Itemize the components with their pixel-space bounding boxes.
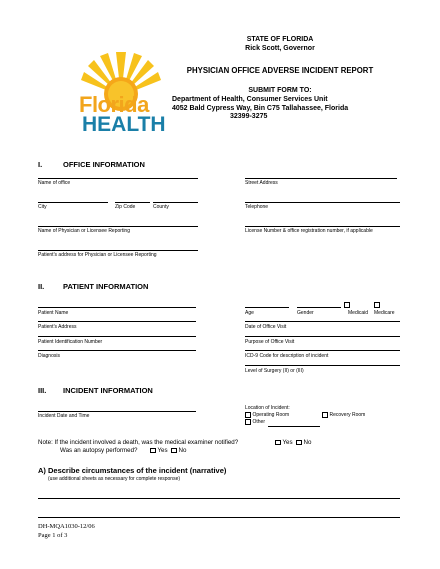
county-label: County [153, 204, 169, 210]
icd9-label: ICD-9 Code for description of incident [245, 353, 329, 359]
address-line: 4052 Bald Cypress Way, Bin C75 Tallahassee, Florida [172, 105, 349, 112]
physician-label: Name of Physician or Licensee Reporting [38, 228, 130, 234]
age-label: Age [245, 310, 254, 316]
location-label: Location of Incident: [245, 405, 290, 411]
other-label: Other [252, 419, 266, 426]
telephone-line[interactable] [245, 202, 400, 203]
section2-title: PATIENT INFORMATION [63, 282, 149, 291]
purpose-line[interactable] [245, 336, 400, 337]
patient-address-reporting-label: Patient's address for Physician or Licensee Reporting [38, 252, 157, 258]
street-address-label: Street Address [245, 180, 278, 186]
examiner-no-label: No [303, 439, 312, 446]
section1-title: OFFICE INFORMATION [63, 160, 145, 169]
incident-date-label: Incident Date and Time [38, 413, 90, 419]
narrative-line-2[interactable] [38, 517, 400, 518]
narrative-title: A) Describe circumstances of the incident (narrative) [38, 466, 227, 475]
other-option[interactable] [245, 419, 265, 425]
examiner-yes[interactable] [275, 439, 293, 446]
visit-date-line[interactable] [245, 321, 400, 322]
telephone-label: Telephone [245, 204, 269, 210]
license-line[interactable] [245, 226, 400, 227]
autopsy-no[interactable] [171, 447, 186, 454]
gender-label: Gender [297, 310, 314, 316]
operating-room-label: Operating Room [252, 412, 290, 419]
diagnosis-label: Diagnosis [38, 353, 60, 359]
examiner-question: Note: If the incident involved a death, was the medical examiner notified? [38, 439, 239, 446]
dept-line: Department of Health, Consumer Services Unit [172, 96, 328, 103]
medicaid-label: Medicaid [348, 310, 369, 316]
narrative-line-1[interactable] [38, 498, 400, 499]
gender-line[interactable] [297, 307, 341, 308]
recovery-room-option[interactable] [322, 412, 365, 418]
purpose-label: Purpose of Office Visit [245, 339, 295, 345]
patient-id-line[interactable] [38, 336, 196, 337]
logo-health-text: HEALTH [82, 113, 166, 136]
section3-number: III. [38, 386, 47, 395]
office-name-label: Name of office [38, 180, 71, 186]
autopsy-no-label: No [178, 447, 187, 454]
page-number: Page 1 of 3 [38, 532, 68, 539]
autopsy-no-checkbox[interactable] [171, 448, 177, 454]
diagnosis-line[interactable] [38, 350, 196, 351]
florida-health-logo [79, 50, 166, 138]
office-name-line[interactable] [38, 178, 198, 179]
other-checkbox[interactable] [245, 419, 251, 425]
license-label: License Number & office registration number, if applicable [245, 228, 373, 234]
medicare-label: Medicare [374, 310, 395, 316]
examiner-yes-label: Yes [282, 439, 293, 446]
county-line[interactable] [153, 202, 198, 203]
governor-line: Rick Scott, Governor [245, 45, 315, 52]
recovery-room-checkbox[interactable] [322, 412, 328, 418]
autopsy-yes-label: Yes [157, 447, 168, 454]
logo-florida-text: Florida [79, 92, 149, 117]
other-line[interactable] [268, 426, 320, 427]
section2-number: II. [38, 282, 45, 291]
submit-to: SUBMIT FORM TO: [248, 87, 312, 94]
patient-address-line[interactable] [38, 321, 196, 322]
medicare-checkbox[interactable] [374, 302, 380, 308]
medicaid-checkbox[interactable] [344, 302, 350, 308]
city-line[interactable] [38, 202, 108, 203]
surgery-level-line[interactable] [245, 365, 400, 366]
section3-title: INCIDENT INFORMATION [63, 386, 153, 395]
age-line[interactable] [245, 307, 289, 308]
city-label: City [38, 204, 47, 210]
autopsy-yes[interactable] [150, 447, 168, 454]
autopsy-yes-checkbox[interactable] [150, 448, 156, 454]
zip-label: Zip Code [115, 204, 136, 210]
patient-id-label: Patient Identification Number [38, 339, 103, 345]
incident-date-line[interactable] [38, 411, 196, 412]
zip-line-field[interactable] [115, 202, 150, 203]
examiner-no-checkbox[interactable] [296, 440, 302, 446]
form-title: PHYSICIAN OFFICE ADVERSE INCIDENT REPORT [186, 66, 374, 75]
physician-line[interactable] [38, 226, 198, 227]
street-address-line[interactable] [245, 178, 397, 179]
patient-address-reporting-line[interactable] [38, 250, 198, 251]
surgery-level-label: Level of Surgery (II) or (III) [245, 368, 304, 374]
examiner-yes-checkbox[interactable] [275, 440, 281, 446]
icd9-line[interactable] [245, 350, 400, 351]
narrative-subtitle: (use additional sheets as necessary for complete response) [48, 476, 181, 482]
autopsy-question: Was an autopsy performed? [60, 447, 138, 454]
patient-address-label: Patient's Address [38, 324, 77, 330]
patient-name-label: Patient Name [38, 310, 69, 316]
section1-number: I. [38, 160, 43, 169]
examiner-no[interactable] [296, 439, 311, 446]
visit-date-label: Date of Office Visit [245, 324, 287, 330]
recovery-room-label: Recovery Room [329, 412, 366, 419]
form-id: DH-MQA1030-12/06 [38, 523, 95, 530]
patient-name-line[interactable] [38, 307, 196, 308]
zip-line: 32399-3275 [230, 113, 268, 120]
operating-room-checkbox[interactable] [245, 412, 251, 418]
operating-room-option[interactable] [245, 412, 289, 418]
state-heading: STATE OF FLORIDA [246, 36, 314, 43]
